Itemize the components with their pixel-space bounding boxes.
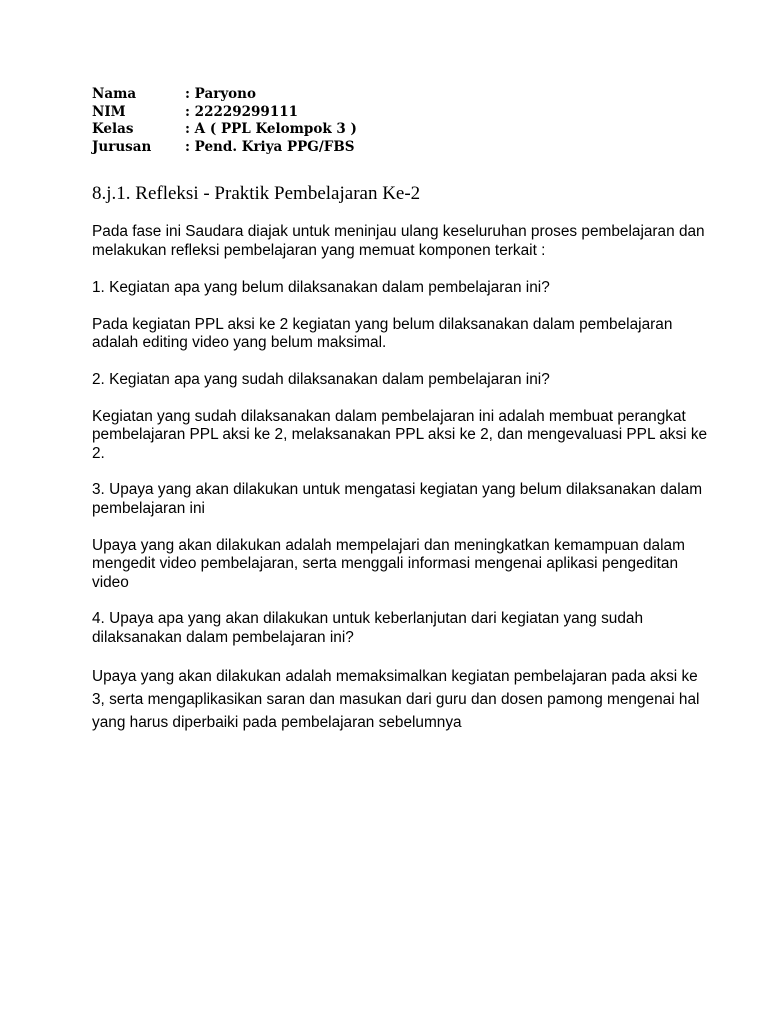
identity-label: NIM	[92, 103, 126, 120]
answer-1: Pada kegiatan PPL aksi ke 2 kegiatan yang belum dilaksanakan dalam pembelajaran adalah editing video yang belum maksimal.	[92, 315, 673, 352]
identity-value: : Paryono	[185, 86, 257, 102]
document-heading: 8.j.1. Refleksi - Praktik Pembelajaran Ke-2	[92, 183, 421, 204]
identity-label: Nama	[92, 86, 137, 102]
identity-value: : 22229299111	[185, 103, 299, 120]
question-3: 3. Upaya yang akan dilakukan untuk mengatasi kegiatan yang belum dilaksanakan dalam pembelajaran ini	[92, 481, 703, 517]
identity-label: Jurusan	[92, 138, 152, 155]
identity-row-nama	[92, 86, 357, 104]
identity-row-kelas	[92, 121, 357, 139]
identity-value: : Pend. Kriya PPG/FBS	[185, 138, 355, 155]
answer-4: Upaya yang akan dilakukan adalah memaksimalkan kegiatan pembelajaran pada aksi ke 3, serta mengaplikasikan saran dan masukan dari guru dan dosen pamong mengenai hal yang harus diperbaiki pada pembelajaran sebelumnya	[92, 667, 700, 731]
intro-paragraph: Pada fase ini Saudara diajak untuk meninjau ulang keseluruhan proses pembelajaran dan melakukan refleksi pembelajaran yang memuat komponen terkait :	[92, 223, 705, 259]
identity-label: Kelas	[92, 121, 134, 137]
identity-row-jurusan	[92, 139, 357, 157]
answer-3: Upaya yang akan dilakukan adalah mempelajari dan meningkatkan kemampuan dalam mengedit video pembelajaran, serta menggali informasi mengenai aplikasi pengeditan video	[92, 536, 685, 591]
answer-2: Kegiatan yang sudah dilaksanakan dalam pembelajaran ini adalah membuat perangkat pembelajaran PPL aksi ke 2, melaksanakan PPL aksi ke 2, dan mengevaluasi PPL aksi ke 2.	[92, 407, 708, 462]
document-page	[92, 86, 712, 734]
identity-table	[92, 86, 357, 156]
question-1: 1. Kegiatan apa yang belum dilaksanakan dalam pembelajaran ini?	[92, 279, 550, 297]
question-2: 2. Kegiatan apa yang sudah dilaksanakan dalam pembelajaran ini?	[92, 370, 550, 388]
identity-row-nim	[92, 104, 357, 122]
question-4: 4. Upaya apa yang akan dilakukan untuk keberlanjutan dari kegiatan yang sudah dilaksanakan dalam pembelajaran ini?	[92, 610, 644, 646]
identity-value: : A ( PPL Kelompok 3 )	[185, 121, 357, 137]
